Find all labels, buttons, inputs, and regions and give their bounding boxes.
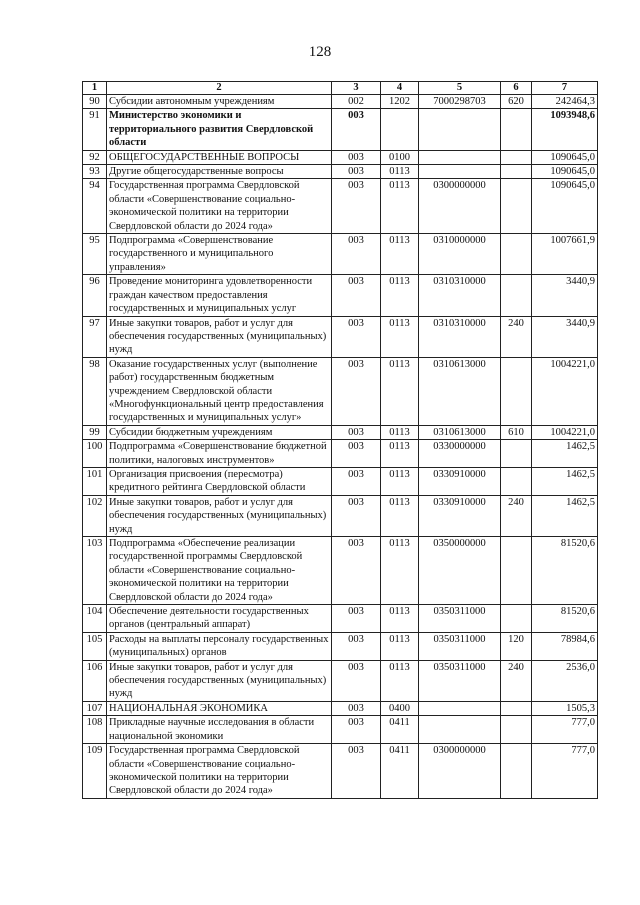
row-expense-code [501, 357, 532, 425]
row-sum: 3440,9 [532, 275, 598, 316]
row-section-code: 0113 [381, 275, 419, 316]
row-sum: 1093948,6 [532, 109, 598, 150]
row-section-code: 0411 [381, 744, 419, 799]
row-number: 92 [83, 150, 107, 164]
row-target-code [419, 150, 501, 164]
row-section-code [381, 109, 419, 150]
row-target-code: 0330910000 [419, 467, 501, 495]
row-target-code: 0300000000 [419, 744, 501, 799]
row-number: 95 [83, 234, 107, 275]
row-name: Прикладные научные исследования в области национальной экономики [107, 716, 332, 744]
table-row [83, 632, 598, 660]
row-expense-code [501, 179, 532, 234]
row-number: 108 [83, 716, 107, 744]
row-name: Иные закупки товаров, работ и услуг для обеспечения государственных (муниципальных) нужд [107, 495, 332, 536]
row-sum: 777,0 [532, 716, 598, 744]
row-sum: 2536,0 [532, 660, 598, 701]
row-target-code [419, 701, 501, 715]
budget-table [82, 81, 598, 799]
row-section-code: 0113 [381, 495, 419, 536]
row-expense-code [501, 744, 532, 799]
row-dept-code: 003 [332, 632, 381, 660]
row-section-code: 0411 [381, 716, 419, 744]
row-sum: 777,0 [532, 744, 598, 799]
row-dept-code: 003 [332, 701, 381, 715]
row-number: 93 [83, 165, 107, 179]
row-section-code: 1202 [381, 95, 419, 109]
row-number: 90 [83, 95, 107, 109]
row-dept-code: 003 [332, 316, 381, 357]
row-section-code: 0113 [381, 440, 419, 468]
table-row [83, 234, 598, 275]
row-dept-code: 003 [332, 275, 381, 316]
table-row [83, 95, 598, 109]
row-number: 96 [83, 275, 107, 316]
header-col-4: 4 [381, 82, 419, 95]
row-dept-code: 003 [332, 357, 381, 425]
row-target-code: 0310000000 [419, 234, 501, 275]
row-expense-code [501, 537, 532, 605]
row-expense-code: 610 [501, 425, 532, 439]
row-name: Министерство экономики и территориального развития Свердловской области [107, 109, 332, 150]
table-row [83, 660, 598, 701]
row-dept-code: 003 [332, 467, 381, 495]
row-section-code: 0113 [381, 605, 419, 633]
row-name: Оказание государственных услуг (выполнение работ) государственным бюджетным учреждением Свердловской области «Многофункциональный центр предоставления государственных и муниципальных услуг» [107, 357, 332, 425]
row-expense-code: 620 [501, 95, 532, 109]
header-col-7: 7 [532, 82, 598, 95]
row-sum: 1505,3 [532, 701, 598, 715]
row-expense-code: 240 [501, 660, 532, 701]
table-row [83, 179, 598, 234]
row-expense-code [501, 716, 532, 744]
row-dept-code: 003 [332, 109, 381, 150]
row-name: Расходы на выплаты персоналу государственных (муниципальных) органов [107, 632, 332, 660]
header-col-1: 1 [83, 82, 107, 95]
row-expense-code [501, 701, 532, 715]
row-number: 98 [83, 357, 107, 425]
row-name: Подпрограмма «Совершенствование государственного и муниципального управления» [107, 234, 332, 275]
row-sum: 1462,5 [532, 440, 598, 468]
row-sum: 1090645,0 [532, 165, 598, 179]
row-sum: 78984,6 [532, 632, 598, 660]
row-dept-code: 003 [332, 425, 381, 439]
row-section-code: 0100 [381, 150, 419, 164]
row-expense-code [501, 467, 532, 495]
row-section-code: 0113 [381, 165, 419, 179]
table-row [83, 537, 598, 605]
row-sum: 1090645,0 [532, 179, 598, 234]
row-dept-code: 003 [332, 165, 381, 179]
row-expense-code: 240 [501, 495, 532, 536]
table-row [83, 744, 598, 799]
table-row [83, 716, 598, 744]
row-dept-code: 003 [332, 537, 381, 605]
row-target-code: 0310310000 [419, 275, 501, 316]
row-sum: 1462,5 [532, 495, 598, 536]
row-section-code: 0113 [381, 179, 419, 234]
row-name: Государственная программа Свердловской области «Совершенствование социально-экономической политики на территории Свердловской области до 2024 года» [107, 744, 332, 799]
row-expense-code [501, 234, 532, 275]
table-row [83, 467, 598, 495]
row-number: 91 [83, 109, 107, 150]
row-dept-code: 003 [332, 660, 381, 701]
row-name: Подпрограмма «Обеспечение реализации государственной программы Свердловской области «Совершенствование социально-экономической политики на территории Свердловской области до 2024 года» [107, 537, 332, 605]
table-row [83, 150, 598, 164]
row-name: Субсидии автономным учреждениям [107, 95, 332, 109]
row-section-code: 0113 [381, 660, 419, 701]
row-target-code: 0350311000 [419, 605, 501, 633]
row-target-code: 0310613000 [419, 357, 501, 425]
row-sum: 3440,9 [532, 316, 598, 357]
row-number: 100 [83, 440, 107, 468]
row-name: ОБЩЕГОСУДАРСТВЕННЫЕ ВОПРОСЫ [107, 150, 332, 164]
row-section-code: 0113 [381, 357, 419, 425]
row-target-code: 0310310000 [419, 316, 501, 357]
row-target-code [419, 109, 501, 150]
row-dept-code: 003 [332, 150, 381, 164]
row-number: 94 [83, 179, 107, 234]
table-row [83, 316, 598, 357]
table-row [83, 425, 598, 439]
row-target-code [419, 165, 501, 179]
row-sum: 1090645,0 [532, 150, 598, 164]
row-number: 99 [83, 425, 107, 439]
row-target-code: 0350000000 [419, 537, 501, 605]
row-expense-code [501, 165, 532, 179]
row-expense-code [501, 109, 532, 150]
row-dept-code: 003 [332, 744, 381, 799]
row-name: Государственная программа Свердловской области «Совершенствование социально-экономической политики на территории Свердловской области до 2024 года» [107, 179, 332, 234]
row-expense-code [501, 275, 532, 316]
row-sum: 242464,3 [532, 95, 598, 109]
header-col-2: 2 [107, 82, 332, 95]
row-section-code: 0113 [381, 316, 419, 357]
row-name: Организация присвоения (пересмотра) кредитного рейтинга Свердловской области [107, 467, 332, 495]
row-name: Подпрограмма «Совершенствование бюджетной политики, налоговых инструментов» [107, 440, 332, 468]
row-sum: 81520,6 [532, 537, 598, 605]
row-number: 103 [83, 537, 107, 605]
table-header-row [83, 82, 598, 95]
row-name: Проведение мониторинга удовлетворенности граждан качеством предоставления государственных и муниципальных услуг [107, 275, 332, 316]
row-number: 107 [83, 701, 107, 715]
row-name: Субсидии бюджетным учреждениям [107, 425, 332, 439]
row-section-code: 0113 [381, 467, 419, 495]
row-expense-code: 120 [501, 632, 532, 660]
row-name: НАЦИОНАЛЬНАЯ ЭКОНОМИКА [107, 701, 332, 715]
row-target-code [419, 716, 501, 744]
row-section-code: 0113 [381, 425, 419, 439]
row-dept-code: 003 [332, 716, 381, 744]
row-target-code: 0350311000 [419, 632, 501, 660]
header-col-3: 3 [332, 82, 381, 95]
row-number: 106 [83, 660, 107, 701]
row-expense-code: 240 [501, 316, 532, 357]
row-sum: 1462,5 [532, 467, 598, 495]
table-row [83, 357, 598, 425]
page-number: 128 [308, 44, 332, 60]
table-row [83, 440, 598, 468]
table-row [83, 275, 598, 316]
row-dept-code: 003 [332, 179, 381, 234]
row-expense-code [501, 440, 532, 468]
table-row [83, 605, 598, 633]
row-target-code: 0350311000 [419, 660, 501, 701]
row-section-code: 0113 [381, 537, 419, 605]
table-row [83, 109, 598, 150]
row-dept-code: 003 [332, 605, 381, 633]
row-name: Другие общегосударственные вопросы [107, 165, 332, 179]
row-number: 102 [83, 495, 107, 536]
row-target-code: 0310613000 [419, 425, 501, 439]
row-number: 109 [83, 744, 107, 799]
row-sum: 1004221,0 [532, 357, 598, 425]
row-dept-code: 002 [332, 95, 381, 109]
row-target-code: 0330910000 [419, 495, 501, 536]
row-number: 97 [83, 316, 107, 357]
header-col-6: 6 [501, 82, 532, 95]
row-expense-code [501, 150, 532, 164]
row-name: Иные закупки товаров, работ и услуг для обеспечения государственных (муниципальных) нужд [107, 660, 332, 701]
row-dept-code: 003 [332, 440, 381, 468]
row-section-code: 0113 [381, 234, 419, 275]
row-number: 105 [83, 632, 107, 660]
row-section-code: 0113 [381, 632, 419, 660]
row-dept-code: 003 [332, 234, 381, 275]
row-sum: 81520,6 [532, 605, 598, 633]
table-row [83, 495, 598, 536]
row-target-code: 7000298703 [419, 95, 501, 109]
table-row [83, 165, 598, 179]
row-expense-code [501, 605, 532, 633]
row-number: 104 [83, 605, 107, 633]
row-name: Обеспечение деятельности государственных органов (центральный аппарат) [107, 605, 332, 633]
table-row [83, 701, 598, 715]
row-section-code: 0400 [381, 701, 419, 715]
row-target-code: 0330000000 [419, 440, 501, 468]
row-name: Иные закупки товаров, работ и услуг для обеспечения государственных (муниципальных) нужд [107, 316, 332, 357]
row-number: 101 [83, 467, 107, 495]
row-sum: 1007661,9 [532, 234, 598, 275]
row-target-code: 0300000000 [419, 179, 501, 234]
row-dept-code: 003 [332, 495, 381, 536]
row-sum: 1004221,0 [532, 425, 598, 439]
header-col-5: 5 [419, 82, 501, 95]
